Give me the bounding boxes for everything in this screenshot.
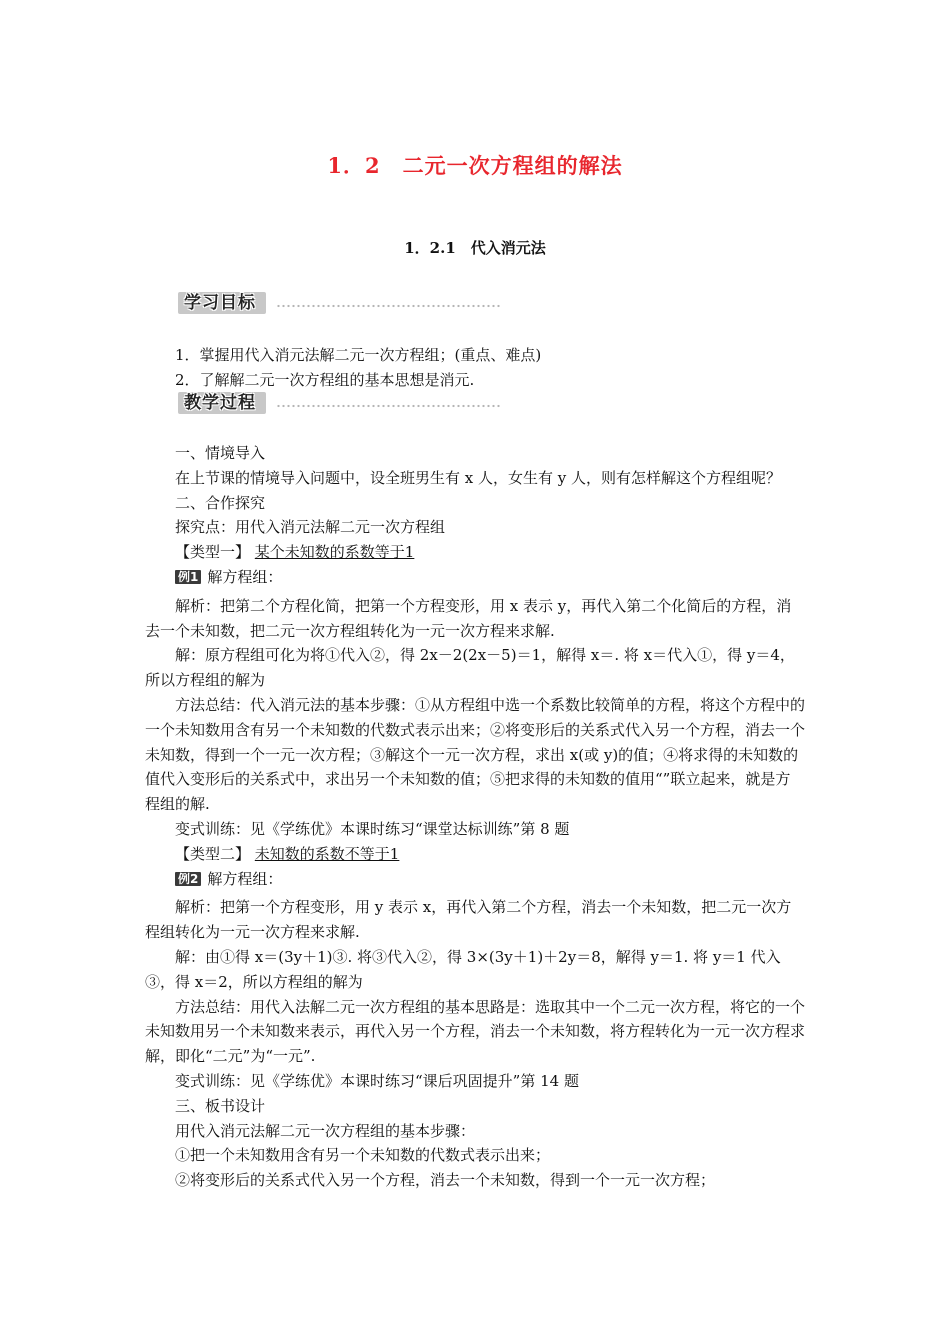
paragraph: 方法总结：代入消元法的基本步骤：①从方程组中选一个系数比较简单的方程，将这个方程中的一个未知数用含有另一个未知数的代数式表示出来；②将变形后的关系式代入另一个方程，消去一个未知数，得到一个一元一次方程；③解这个一元一次方程，求出 x(或 y)的值；④将求得的未知数的值代入变形后的关系式中，求出另一个未知数的值；⑤把求得的未知数的值用“”联立起来，就是方程组的解. (145, 695, 806, 814)
example-line (145, 867, 805, 892)
example-badge: 例2 (175, 872, 201, 886)
type-title: 某个未知数的系数等于1 (254, 543, 415, 562)
example-text: 解方程组： (207, 567, 283, 586)
example-badge: 例1 (175, 570, 201, 584)
paragraph: 解析：把第一个方程变形，用 y 表示 x，再代入第二个方程，消去一个未知数，把二元一次方程组转化为一元一次方程来求解. (145, 898, 792, 942)
teaching-process-banner (176, 392, 500, 416)
paragraph: 方法总结：用代入法解二元一次方程组的基本思路是：选取其中一个二元一次方程，将它的一个未知数用另一个未知数来表示，再代入另一个方程，消去一个未知数，将方程转化为一元一次方程求解，即化“二元”为“一元”. (145, 997, 806, 1066)
process-block (145, 441, 805, 1193)
banner-dots (276, 404, 500, 408)
paragraph: 在上节课的情境导入问题中，设全班男生有 x 人，女生有 y 人，则有怎样解这个方程组呢？ (175, 468, 782, 487)
board-line: 用代入消元法解二元一次方程组的基本步骤： (175, 1121, 476, 1140)
page-title: 1．2 二元一次方程组的解法 (327, 153, 623, 178)
example-line (145, 565, 805, 590)
banner-label: 教学过程 (178, 392, 266, 414)
board-line: ①把一个未知数用含有另一个未知数的代数式表示出来； (175, 1146, 551, 1165)
paragraph: 变式训练：见《学练优》本课时练习“课堂达标训练”第 8 题 (175, 819, 570, 838)
goals-block (145, 343, 805, 393)
paragraph: 解：由①得 x＝(3y＋1)③. 将③代入②，得 3×(3y＋1)＋2y＝8，解得 y＝1. 将 y＝1 代入③，得 x＝2，所以方程组的解为 (145, 947, 781, 991)
learning-goals-banner (176, 292, 500, 316)
type-heading (145, 540, 805, 565)
type-title: 未知数的系数不等于1 (254, 844, 400, 863)
type-tag: 【类型一】 (175, 543, 251, 562)
section-heading: 三、板书设计 (175, 1096, 266, 1115)
type-tag: 【类型二】 (175, 844, 251, 863)
banner-label: 学习目标 (178, 292, 266, 314)
type-heading (145, 842, 805, 867)
goal-item: 2．了解解二元一次方程组的基本思想是消元. (175, 370, 475, 389)
paragraph: 解：原方程组可化为将①代入②，得 2x－2(2x－5)＝1，解得 x＝. 将 x＝代入①，得 y＝4，所以方程组的解为 (145, 646, 795, 690)
goal-item: 1．掌握用代入消元法解二元一次方程组；(重点、难点) (175, 346, 542, 364)
paragraph: 变式训练：见《学练优》本课时练习“课后巩固提升”第 14 题 (175, 1071, 579, 1090)
paragraph: 探究点：用代入消元法解二元一次方程组 (175, 518, 446, 537)
section-subtitle: 1．2.1 代入消元法 (404, 239, 546, 257)
board-line: ②将变形后的关系式代入另一个方程，消去一个未知数，得到一个一元一次方程； (175, 1171, 716, 1190)
section-heading: 二、合作探究 (175, 493, 266, 512)
banner-dots (276, 304, 500, 308)
section-heading: 一、情境导入 (175, 444, 266, 462)
example-text: 解方程组： (207, 869, 283, 888)
paragraph: 解析：把第二个方程化简，把第一个方程变形，用 x 表示 y，再代入第二个化简后的方程，消去一个未知数，把二元一次方程组转化为一元一次方程来求解. (145, 596, 792, 640)
